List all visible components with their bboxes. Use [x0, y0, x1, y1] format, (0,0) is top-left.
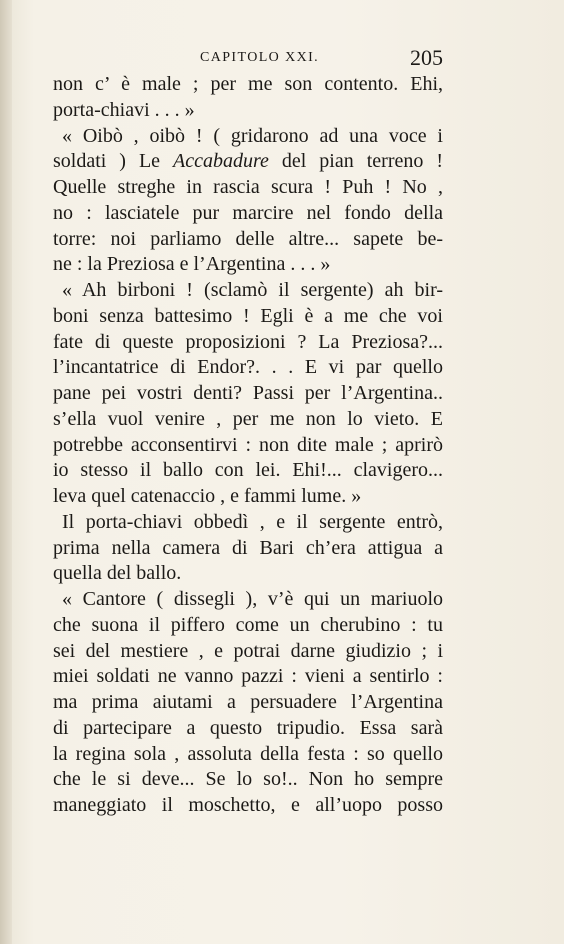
text-line: non c’ è male ; per me son contento. Ehi,: [53, 73, 443, 95]
chapter-heading: CAPITOLO XXI.: [200, 50, 320, 65]
text-line: quella del ballo.: [53, 562, 182, 585]
page-gutter: [0, 0, 12, 944]
text-line: « Ah birboni ! (sclamò il sergente) ah bir-: [62, 279, 443, 301]
text-line: « Cantore ( dissegli ), v’è qui un mariuolo: [62, 588, 443, 610]
text-line: l’incantatrice di Endor?. . . E vi par quello: [53, 356, 443, 379]
text-line: fate di queste proposizioni ? La Preziosa?...: [53, 330, 443, 353]
body-text: [53, 72, 443, 819]
text-line: s’ella vuol venire , per me non lo vieto. E: [53, 407, 443, 430]
text-line: sei del mestiere , e potrai darne giudizio ; i: [53, 639, 443, 662]
text-line: la regina sola , assoluta della festa : so quello: [53, 742, 443, 765]
text-line: boni senza battesimo ! Egli è a me che voi: [53, 304, 443, 327]
text-line: potrebbe acconsentirvi : non dite male ; aprirò: [53, 433, 443, 456]
page-number: 205: [410, 45, 443, 70]
text-line: prima nella camera di Bari ch’era attigua a: [53, 536, 443, 559]
text-line: « Oibò , oibò ! ( gridarono ad una voce i: [62, 124, 443, 147]
text-line: io stesso il ballo con lei. Ehi!... clavigero...: [53, 459, 443, 482]
text-line: leva quel catenaccio , e fammi lume. »: [53, 485, 362, 507]
text-line: maneggiato il moschetto, e all’uopo posso: [53, 794, 443, 816]
text-line: Quelle streghe in rascia scura ! Puh ! No ,: [53, 176, 443, 198]
text-line: ne : la Preziosa e l’Argentina . . . »: [53, 253, 331, 276]
text-line: miei soldati ne vanno pazzi : vieni a sentirlo :: [53, 665, 443, 688]
text-line: ma prima aiutami a persuadere l’Argentina: [53, 691, 443, 713]
text-line: pane pei vostri denti? Passi per l’Argentina..: [53, 382, 443, 404]
text-line: di partecipare a questo tripudio. Essa sarà: [53, 716, 443, 739]
text-line: soldati ) Le Accabadure del pian terreno !: [53, 150, 443, 173]
text-line: che le si deve... Se lo so!.. Non ho sempre: [53, 768, 443, 791]
text-line: torre: noi parliamo delle altre... sapete be-: [53, 227, 443, 250]
italic-word: Accabadure: [173, 150, 269, 173]
text-line: porta-chiavi . . . »: [53, 98, 195, 121]
text-line: no : lasciatele pur marcire nel fondo della: [53, 201, 443, 224]
running-head: [0, 45, 564, 72]
text-line: Il porta-chiavi obbedì , e il sergente entrò,: [62, 510, 443, 533]
text-line: che suona il piffero come un cherubino : tu: [53, 613, 443, 636]
